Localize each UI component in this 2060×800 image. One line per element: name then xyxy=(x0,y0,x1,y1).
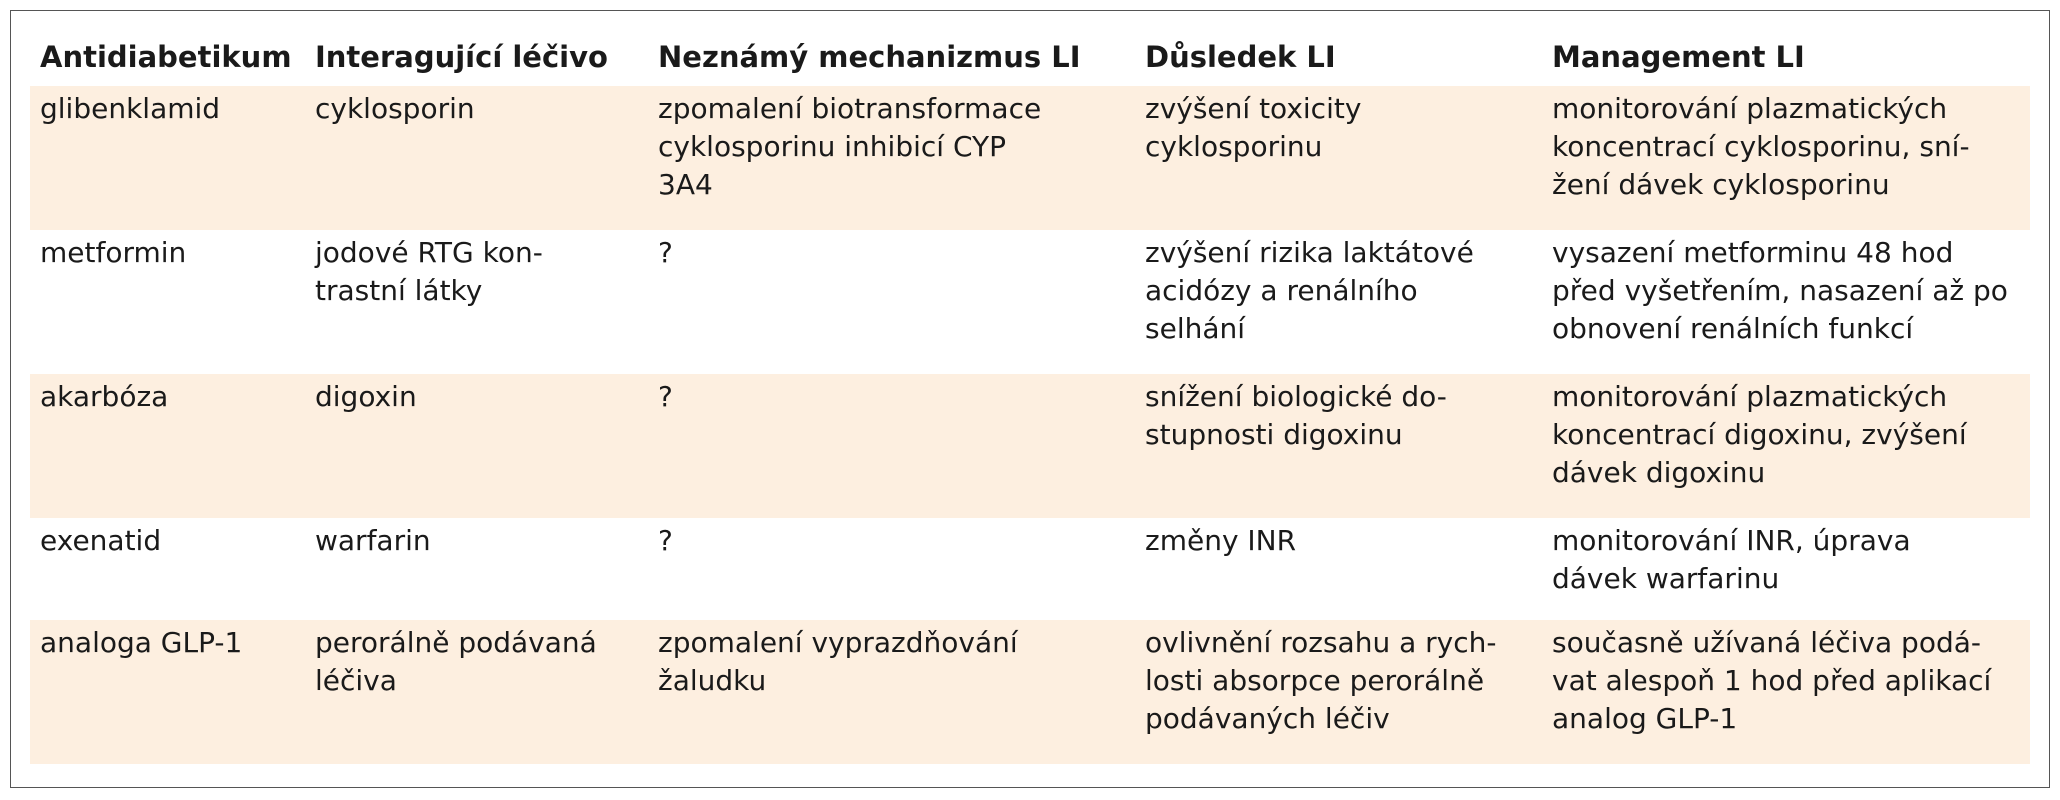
cell-mechanizmus: ? xyxy=(658,524,673,557)
header-interagujici-lecivo: Interagující léčivo xyxy=(315,40,608,74)
cell-interagujici-lecivo: perorálně podávaná léčiva xyxy=(315,626,597,697)
header-dusledek: Důsledek LI xyxy=(1145,40,1336,74)
table-row xyxy=(30,86,2030,230)
cell-dusledek: zvýšení rizika laktátové acidózy a renálního selhání xyxy=(1145,236,1474,345)
interaction-table xyxy=(30,34,2030,764)
cell-interagujici-lecivo: jodové RTG kon- trastní látky xyxy=(315,236,543,307)
cell-mechanizmus: zpomalení vyprazdňování žaludku xyxy=(658,626,1018,697)
cell-mechanizmus: zpomalení biotransformace cyklosporinu inhibicí CYP 3A4 xyxy=(658,92,1042,201)
header-antidiabetikum: Antidiabetikum xyxy=(40,40,292,74)
cell-antidiabetikum: metformin xyxy=(40,236,187,269)
cell-interagujici-lecivo: digoxin xyxy=(315,380,417,413)
table-header-row xyxy=(30,34,2030,86)
table-row xyxy=(30,620,2030,764)
cell-management: monitorování plazmatických koncentrací cyklosporinu, sní- žení dávek cyklosporinu xyxy=(1552,92,1970,201)
header-management: Management LI xyxy=(1552,40,1805,74)
table-row xyxy=(30,374,2030,518)
cell-dusledek: změny INR xyxy=(1145,524,1297,557)
cell-management: monitorování INR, úprava dávek warfarinu xyxy=(1552,524,1911,595)
table-row xyxy=(30,518,2030,620)
cell-antidiabetikum: glibenklamid xyxy=(40,92,221,125)
cell-antidiabetikum: exenatid xyxy=(40,524,162,557)
cell-antidiabetikum: akarbóza xyxy=(40,380,169,413)
cell-management: vysazení metforminu 48 hod před vyšetřením, nasazení až po obnovení renálních funkcí xyxy=(1552,236,2008,345)
cell-management: současně užívaná léčiva podá- vat alespoň 1 hod před aplikací analog GLP-1 xyxy=(1552,626,1992,735)
table-row xyxy=(30,230,2030,374)
cell-interagujici-lecivo: cyklosporin xyxy=(315,92,475,125)
cell-mechanizmus: ? xyxy=(658,380,673,413)
cell-antidiabetikum: analoga GLP-1 xyxy=(40,626,243,659)
cell-interagujici-lecivo: warfarin xyxy=(315,524,431,557)
cell-dusledek: zvýšení toxicity cyklosporinu xyxy=(1145,92,1362,163)
cell-management: monitorování plazmatických koncentrací digoxinu, zvýšení dávek digoxinu xyxy=(1552,380,1967,489)
cell-mechanizmus: ? xyxy=(658,236,673,269)
header-mechanizmus: Neznámý mechanizmus LI xyxy=(658,40,1081,74)
cell-dusledek: snížení biologické do- stupnosti digoxinu xyxy=(1145,380,1447,451)
cell-dusledek: ovlivnění rozsahu a rych- losti absorpce perorálně podávaných léčiv xyxy=(1145,626,1497,735)
